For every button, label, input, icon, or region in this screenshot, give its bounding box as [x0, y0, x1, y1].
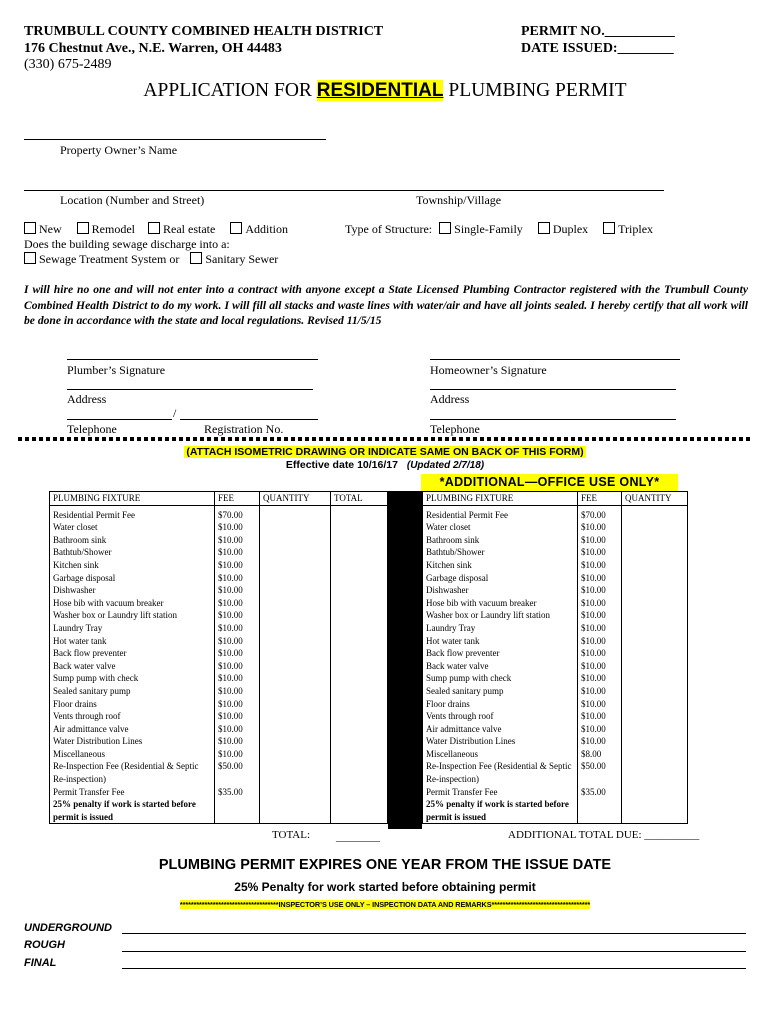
quantity-cell[interactable] [622, 710, 688, 723]
sewage-question: Does the building sewage discharge into a: [24, 237, 230, 251]
table-row [423, 572, 688, 585]
owner-line[interactable] [24, 139, 326, 140]
table-row [423, 635, 688, 648]
quantity-cell[interactable] [622, 622, 688, 635]
table-row [50, 710, 388, 723]
additional-total[interactable]: ADDITIONAL TOTAL DUE: __________ [508, 829, 700, 841]
table-row [50, 546, 388, 559]
table-row [50, 748, 388, 761]
underground-line[interactable] [122, 933, 746, 934]
inspector-banner-wrap [0, 894, 770, 912]
quantity-cell[interactable] [622, 534, 688, 547]
fixture-name: Permit Transfer Fee [50, 786, 215, 799]
total-cell[interactable] [331, 559, 388, 572]
quantity-cell[interactable] [622, 635, 688, 648]
total-cell[interactable] [331, 609, 388, 622]
fixture-fee: $10.00 [215, 622, 260, 635]
fixture-name: Washer box or Laundry lift station [50, 609, 215, 622]
total-cell[interactable] [331, 735, 388, 748]
fixture-fee: $10.00 [215, 748, 260, 761]
fixture-name: Floor drains [50, 698, 215, 711]
location-label: Location (Number and Street) [60, 193, 205, 207]
fixture-name: Back flow preventer [423, 647, 578, 660]
fixture-fee: $10.00 [578, 597, 622, 610]
fixture-fee: $10.00 [215, 698, 260, 711]
fixture-name: Kitchen sink [50, 559, 215, 572]
plumber-signature-label: Plumber’s Signature [67, 363, 166, 377]
total-cell[interactable] [331, 798, 388, 824]
penalty-notice: 25% Penalty for work started before obtaining permit [234, 880, 536, 894]
underground-label: UNDERGROUND [24, 922, 112, 934]
table-row [50, 597, 388, 610]
fixture-fee: $10.00 [215, 723, 260, 736]
plumber-address-label: Address [67, 392, 107, 406]
table-row [423, 723, 688, 736]
table-row [423, 505, 688, 521]
total-cell[interactable] [331, 521, 388, 534]
plumber-signature-line[interactable] [67, 359, 318, 360]
permit-block [521, 24, 675, 57]
quantity-cell[interactable] [260, 584, 331, 597]
fixture-name: Sump pump with check [50, 672, 215, 685]
work-type-row: New Remodel Real estate Addition [24, 222, 288, 237]
fixture-name: Air admittance valve [423, 723, 578, 736]
fixture-name: Sealed sanitary pump [423, 685, 578, 698]
fixture-name: Kitchen sink [423, 559, 578, 572]
fixture-name: Sump pump with check [423, 672, 578, 685]
table-row [423, 748, 688, 761]
table-row [50, 609, 388, 622]
fixture-fee: $10.00 [578, 660, 622, 673]
residential-highlight: RESIDENTIAL [316, 80, 444, 101]
township-label: Township/Village [416, 193, 502, 207]
quantity-cell[interactable] [622, 505, 688, 521]
fixture-fee: $50.00 [578, 760, 622, 785]
page-title: APPLICATION FOR RESIDENTIAL PLUMBING PERMIT [143, 80, 627, 101]
quantity-cell[interactable] [260, 723, 331, 736]
fixture-name: Bathtub/Shower [423, 546, 578, 559]
sanitary-checkbox[interactable] [190, 252, 202, 264]
table-row [50, 534, 388, 547]
table-row [50, 505, 388, 521]
table-row [423, 672, 688, 685]
table-row [50, 635, 388, 648]
total-cell[interactable] [331, 685, 388, 698]
quantity-cell[interactable] [622, 698, 688, 711]
table-row [50, 521, 388, 534]
fixture-name: Hot water tank [423, 635, 578, 648]
fixture-fee: $10.00 [578, 622, 622, 635]
quantity-cell[interactable] [260, 521, 331, 534]
single-family-checkbox[interactable] [439, 222, 451, 234]
table-row [50, 723, 388, 736]
table-row [50, 786, 388, 799]
plumber-address-line[interactable] [67, 389, 313, 390]
fixture-fee: $10.00 [578, 609, 622, 622]
total-field[interactable]: ________ [336, 831, 380, 843]
homeowner-address-label: Address [430, 392, 470, 406]
agency-name: TRUMBULL COUNTY COMBINED HEALTH DISTRICT [24, 24, 384, 39]
fixture-fee: $10.00 [215, 672, 260, 685]
quantity-cell[interactable] [260, 635, 331, 648]
table-row [423, 735, 688, 748]
attach-note: (ATTACH ISOMETRIC DRAWING OR INDICATE SAME ON BACK OF THIS FORM) [186, 446, 584, 458]
table-row [50, 622, 388, 635]
fixture-name: Dishwasher [423, 584, 578, 597]
quantity-cell[interactable] [260, 609, 331, 622]
fixture-fee: $10.00 [578, 546, 622, 559]
table-row [50, 735, 388, 748]
table-row [423, 698, 688, 711]
quantity-cell[interactable] [622, 685, 688, 698]
fixture-name: Bathroom sink [50, 534, 215, 547]
table-row [423, 622, 688, 635]
fixture-fee: $10.00 [215, 521, 260, 534]
table-row [423, 786, 688, 799]
quantity-cell[interactable] [260, 534, 331, 547]
duplex-checkbox[interactable] [538, 222, 550, 234]
fixture-fee: $10.00 [215, 584, 260, 597]
quantity-cell[interactable] [260, 672, 331, 685]
table-row [423, 534, 688, 547]
fixture-fee: $35.00 [578, 786, 622, 799]
fixture-fee: $10.00 [578, 534, 622, 547]
final-line[interactable] [122, 968, 746, 969]
fixture-fee: $10.00 [578, 698, 622, 711]
fixture-name: Water Distribution Lines [50, 735, 215, 748]
fixture-fee: $10.00 [215, 735, 260, 748]
fixture-fee: $10.00 [215, 609, 260, 622]
table-row [50, 798, 388, 824]
fixture-fee: $10.00 [215, 647, 260, 660]
quantity-cell[interactable] [260, 748, 331, 761]
fixture-fee: $10.00 [215, 597, 260, 610]
table-separator-bar [388, 491, 422, 829]
fixture-name: 25% penalty if work is started before permit is issued [423, 798, 578, 824]
total-cell[interactable] [331, 584, 388, 597]
table-row [423, 521, 688, 534]
table-row [423, 609, 688, 622]
total-label: TOTAL: [272, 829, 311, 841]
fixture-name: Laundry Tray [423, 622, 578, 635]
fixture-fee: $10.00 [578, 521, 622, 534]
total-cell[interactable] [331, 748, 388, 761]
homeowner-telephone-label: Telephone [430, 422, 480, 436]
quantity-cell[interactable] [260, 735, 331, 748]
quantity-cell[interactable] [622, 559, 688, 572]
total-cell[interactable] [331, 660, 388, 673]
fixture-fee: $50.00 [215, 760, 260, 785]
fixture-name: Permit Transfer Fee [423, 786, 578, 799]
table-row [423, 798, 688, 824]
fixture-fee: $10.00 [578, 647, 622, 660]
fixture-fee [215, 798, 260, 824]
agency-phone: (330) 675-2489 [24, 57, 112, 72]
fixture-fee: $10.00 [578, 735, 622, 748]
quantity-cell[interactable] [622, 584, 688, 597]
new-checkbox[interactable] [24, 222, 36, 234]
quantity-cell[interactable] [260, 647, 331, 660]
total-cell[interactable] [331, 723, 388, 736]
table-row [50, 584, 388, 597]
permit-number[interactable]: PERMIT NO.__________ [521, 24, 675, 39]
structure-row: Type of Structure: Single-Family Duplex Triplex [345, 222, 654, 236]
fixture-fee: $10.00 [578, 672, 622, 685]
fixture-fee: $10.00 [578, 723, 622, 736]
fixture-fee: $10.00 [215, 572, 260, 585]
quantity-cell[interactable] [260, 660, 331, 673]
fixture-fee: $10.00 [215, 635, 260, 648]
quantity-cell[interactable] [622, 660, 688, 673]
total-cell[interactable] [331, 710, 388, 723]
quantity-cell[interactable] [260, 622, 331, 635]
total-cell[interactable] [331, 572, 388, 585]
fixture-name: Washer box or Laundry lift station [423, 609, 578, 622]
quantity-cell[interactable] [260, 698, 331, 711]
fixture-name: Residential Permit Fee [50, 505, 215, 521]
fixture-fee: $70.00 [215, 505, 260, 521]
homeowner-address-line[interactable] [430, 389, 676, 390]
quantity-cell[interactable] [260, 786, 331, 799]
fixture-name: Floor drains [423, 698, 578, 711]
quantity-cell[interactable] [260, 685, 331, 698]
table-row [50, 647, 388, 660]
fixture-name: Hose bib with vacuum breaker [50, 597, 215, 610]
remodel-checkbox[interactable] [77, 222, 89, 234]
fixture-name: Bathroom sink [423, 534, 578, 547]
location-line[interactable] [24, 190, 664, 191]
table-row [50, 660, 388, 673]
quantity-cell[interactable] [622, 748, 688, 761]
table-row [50, 572, 388, 585]
expiration-notice: PLUMBING PERMIT EXPIRES ONE YEAR FROM THE ISSUE DATE [158, 857, 612, 873]
fixture-fee: $10.00 [215, 660, 260, 673]
quantity-cell[interactable] [622, 521, 688, 534]
quantity-cell[interactable] [622, 597, 688, 610]
table-row [423, 584, 688, 597]
table-row [50, 672, 388, 685]
dashed-separator [18, 437, 752, 441]
treatment-checkbox[interactable] [24, 252, 36, 264]
quantity-cell[interactable] [260, 760, 331, 785]
homeowner-signature-line[interactable] [430, 359, 680, 360]
fixture-fee [578, 798, 622, 824]
fixture-name: Back water valve [50, 660, 215, 673]
fixture-name: Sealed sanitary pump [50, 685, 215, 698]
fixture-name: Water Distribution Lines [423, 735, 578, 748]
total-cell[interactable] [331, 786, 388, 799]
quantity-cell[interactable] [622, 647, 688, 660]
fixture-fee: $10.00 [578, 710, 622, 723]
quantity-cell[interactable] [622, 609, 688, 622]
fixture-name: Air admittance valve [50, 723, 215, 736]
plumber-telephone-label: Telephone [67, 422, 117, 436]
total-cell[interactable] [331, 672, 388, 685]
total-cell[interactable] [331, 622, 388, 635]
table-row [50, 559, 388, 572]
total-cell[interactable] [331, 698, 388, 711]
quantity-cell[interactable] [260, 710, 331, 723]
total-cell[interactable] [331, 647, 388, 660]
inspector-banner: ************************************INSPECTOR’S USE ONLY – INSPECTION DATA AND REMARKS************************************ [179, 900, 591, 909]
table-row [423, 685, 688, 698]
fixture-fee: $10.00 [215, 546, 260, 559]
quantity-cell[interactable] [260, 597, 331, 610]
fixture-fee: $35.00 [215, 786, 260, 799]
effective-date: Effective date 10/16/17 (Updated 2/7/18) [285, 459, 485, 471]
rough-line[interactable] [122, 951, 746, 952]
agency-address: 176 Chestnut Ave., N.E. Warren, OH 44483 [24, 40, 282, 56]
table-row [50, 698, 388, 711]
table-row [423, 660, 688, 673]
quantity-cell[interactable] [260, 572, 331, 585]
fixture-fee: $10.00 [578, 584, 622, 597]
fixture-name: Laundry Tray [50, 622, 215, 635]
fixture-fee: $10.00 [578, 572, 622, 585]
total-cell[interactable] [331, 597, 388, 610]
quantity-cell[interactable] [622, 760, 688, 785]
fixture-fee: $8.00 [578, 748, 622, 761]
fixture-fee: $10.00 [578, 635, 622, 648]
sewage-row: Sewage Treatment System or Sanitary Sewer [24, 252, 278, 267]
fixture-name: Dishwasher [50, 584, 215, 597]
addition-checkbox[interactable] [230, 222, 242, 234]
fixture-fee: $70.00 [578, 505, 622, 521]
quantity-cell[interactable] [622, 572, 688, 585]
table-row [423, 710, 688, 723]
fixture-fee: $10.00 [578, 559, 622, 572]
agency-block [24, 24, 383, 74]
fixture-name: Bathtub/Shower [50, 546, 215, 559]
triplex-checkbox[interactable] [603, 222, 615, 234]
total-cell[interactable] [331, 534, 388, 547]
fixture-name: Hose bib with vacuum breaker [423, 597, 578, 610]
fixture-name: Garbage disposal [50, 572, 215, 585]
fixture-fee: $10.00 [215, 559, 260, 572]
quantity-cell[interactable] [622, 798, 688, 824]
quantity-cell[interactable] [622, 672, 688, 685]
quantity-cell[interactable] [260, 798, 331, 824]
quantity-cell[interactable] [622, 723, 688, 736]
homeowner-telephone-line[interactable] [430, 419, 676, 420]
fixture-name: Vents through roof [423, 710, 578, 723]
fixture-name: Residential Permit Fee [423, 505, 578, 521]
plumber-telephone-line[interactable] [67, 419, 172, 420]
total-cell[interactable] [331, 760, 388, 785]
fixture-fee: $10.00 [215, 534, 260, 547]
attach-note-wrap [0, 442, 770, 460]
date-issued[interactable]: DATE ISSUED:________ [521, 40, 674, 56]
total-cell[interactable] [331, 546, 388, 559]
fixture-fee: $10.00 [215, 710, 260, 723]
fixture-name: Water closet [423, 521, 578, 534]
quantity-cell[interactable] [260, 559, 331, 572]
registration-line[interactable] [180, 419, 318, 420]
table-row [50, 685, 388, 698]
table-row [423, 559, 688, 572]
fixture-name: Miscellaneous [50, 748, 215, 761]
quantity-cell[interactable] [260, 505, 331, 521]
rough-label: ROUGH [24, 939, 65, 951]
fixture-name: Back flow preventer [50, 647, 215, 660]
homeowner-signature-label: Homeowner’s Signature [430, 363, 547, 377]
fixture-name: Miscellaneous [423, 748, 578, 761]
fixture-name: Back water valve [423, 660, 578, 673]
owner-label: Property Owner’s Name [60, 143, 178, 157]
table-row [50, 760, 388, 785]
office-use-banner: *ADDITIONAL—OFFICE USE ONLY* [421, 474, 678, 491]
final-label: FINAL [24, 957, 57, 969]
registration-label: Registration No. [204, 422, 284, 436]
quantity-cell[interactable] [622, 546, 688, 559]
real-estate-checkbox[interactable] [148, 222, 160, 234]
fee-table-header: PLUMBING FIXTURE FEE QUANTITY TOTAL [50, 492, 388, 506]
fixture-name: Re-Inspection Fee (Residential & Septic Re-inspection) [50, 760, 215, 785]
table-row [423, 647, 688, 660]
quantity-cell[interactable] [622, 786, 688, 799]
office-fee-table-header: PLUMBING FIXTURE FEE QUANTITY [423, 492, 688, 506]
fixture-name: Hot water tank [50, 635, 215, 648]
fixture-name: 25% penalty if work is started before permit is issued [50, 798, 215, 824]
fee-table [49, 491, 388, 824]
slash-divider: / [173, 406, 177, 420]
table-row [423, 597, 688, 610]
contractor-statement: I will hire no one and will not enter into a contract with anyone except a State Licensed Plumbing Contractor registered with the Trumbull County Combined Health District to do my work. I will fill all stacks and waste lines with water/air and have all joints sealed. I hereby certify that all work will be done in accordance with the state and local regulations. Revised 11/5/15 [24, 283, 748, 327]
fixture-fee: $10.00 [578, 685, 622, 698]
table-row [423, 760, 688, 785]
fixture-name: Water closet [50, 521, 215, 534]
fixture-name: Re-Inspection Fee (Residential & Septic Re-inspection) [423, 760, 578, 785]
total-cell[interactable] [331, 505, 388, 521]
quantity-cell[interactable] [260, 546, 331, 559]
fixture-fee: $10.00 [215, 685, 260, 698]
fixture-name: Vents through roof [50, 710, 215, 723]
quantity-cell[interactable] [622, 735, 688, 748]
office-fee-table [422, 491, 688, 824]
fixture-name: Garbage disposal [423, 572, 578, 585]
total-cell[interactable] [331, 635, 388, 648]
table-row [423, 546, 688, 559]
